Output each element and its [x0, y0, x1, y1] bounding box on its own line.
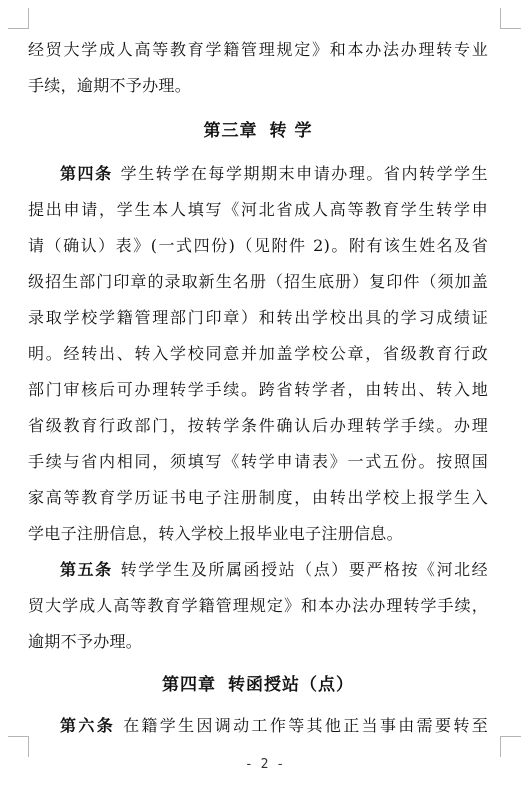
paragraph-line: 学电子注册信息，转入学校上报毕业电子注册信息。 [28, 524, 403, 543]
paragraph-line: 逾期不予办理。 [28, 632, 143, 651]
article-first-line [28, 558, 488, 582]
chapter-number: 第三章 [203, 121, 258, 141]
chapter-heading [28, 118, 488, 144]
chapter-number: 第四章 [162, 675, 216, 695]
article-label: 第六条 [60, 716, 116, 735]
paragraph-line: 手续与省内相同，须填写《转学申请表》一式五份。按照国 [28, 452, 488, 471]
crop-mark-top-left [8, 8, 29, 29]
chapter-heading [28, 672, 488, 698]
article-text: 在籍学生因调动工作等其他正当事由需要转至 [123, 716, 488, 735]
article-text: 转学学生及所属函授站（点）要严格按《河北经 [120, 560, 488, 579]
article-first-line [28, 714, 488, 738]
chapter-title: 转 学 [269, 121, 313, 141]
article-first-line [28, 162, 488, 186]
paragraph-line: 部门审核后可办理转学手续。跨省转学者，由转出、转入地 [28, 380, 488, 399]
paragraph-line: 手续，逾期不予办理。 [28, 76, 192, 95]
crop-mark-bottom-left [8, 736, 29, 757]
paragraph-line: 级招生部门印章的录取新生名册（招生底册）复印件（须加盖 [28, 272, 488, 291]
paragraph-line: 经贸大学成人高等教育学籍管理规定》和本办法办理转专业 [28, 40, 488, 59]
paragraph-line: 家高等教育学历证书电子注册制度，由转出学校上报学生入 [28, 488, 488, 507]
paragraph-line: 贸大学成人高等教育学籍管理规定》和本办法办理转学手续， [28, 596, 488, 615]
article-label: 第四条 [60, 164, 113, 183]
paragraph-line: 提出申请，学生本人填写《河北省成人高等教育学生转学申 [28, 200, 488, 219]
article-label: 第五条 [60, 560, 113, 579]
crop-mark-bottom-right [500, 736, 521, 757]
chapter-title: 转函授站（点） [228, 675, 354, 695]
paragraph-line: 省级教育行政部门，按转学条件确认后办理转学手续。办理 [28, 416, 488, 435]
article-text: 学生转学在每学期期末申请办理。省内转学学生 [120, 164, 488, 183]
page-number: - 2 - [244, 757, 285, 772]
paragraph-line: 录取学校学籍管理部门印章）和转出学校出具的学习成绩证 [28, 308, 488, 327]
paragraph-line: 请（确认）表》(一式四份)（见附件 2)。附有该生姓名及省 [28, 236, 488, 255]
paragraph-line: 明。经转出、转入学校同意并加盖学校公章，省级教育行政 [28, 344, 488, 363]
crop-mark-top-right [500, 8, 521, 29]
